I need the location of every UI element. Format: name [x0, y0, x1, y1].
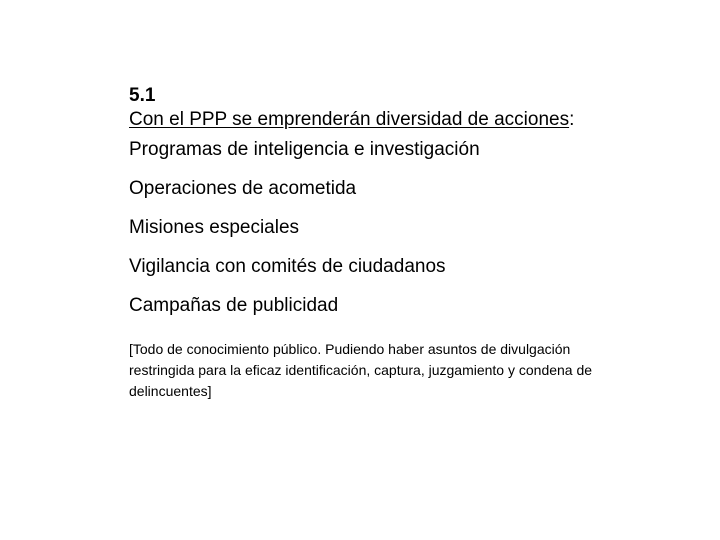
intro-suffix: :: [569, 109, 575, 130]
intro-line: [129, 108, 649, 132]
action-item-intelligence: Programas de inteligencia e investigación: [129, 139, 480, 160]
footnote: [Todo de conocimiento público. Pudiendo haber asuntos de divulgación restringida para la eficaz identificación, captura, juzgamiento y condena de delincuentes]: [129, 341, 593, 399]
action-item-missions: Misiones especiales: [129, 217, 300, 238]
intro-text: Con el PPP se emprenderán diversidad de acciones: [129, 109, 570, 130]
action-list: [129, 138, 649, 333]
action-item-operations: Operaciones de acometida: [129, 178, 357, 199]
action-item-surveillance: Vigilancia con comités de ciudadanos: [129, 256, 446, 277]
slide-content: [129, 84, 649, 402]
action-item-campaigns: Campañas de publicidad: [129, 295, 339, 316]
section-number: 5.1: [129, 85, 156, 106]
